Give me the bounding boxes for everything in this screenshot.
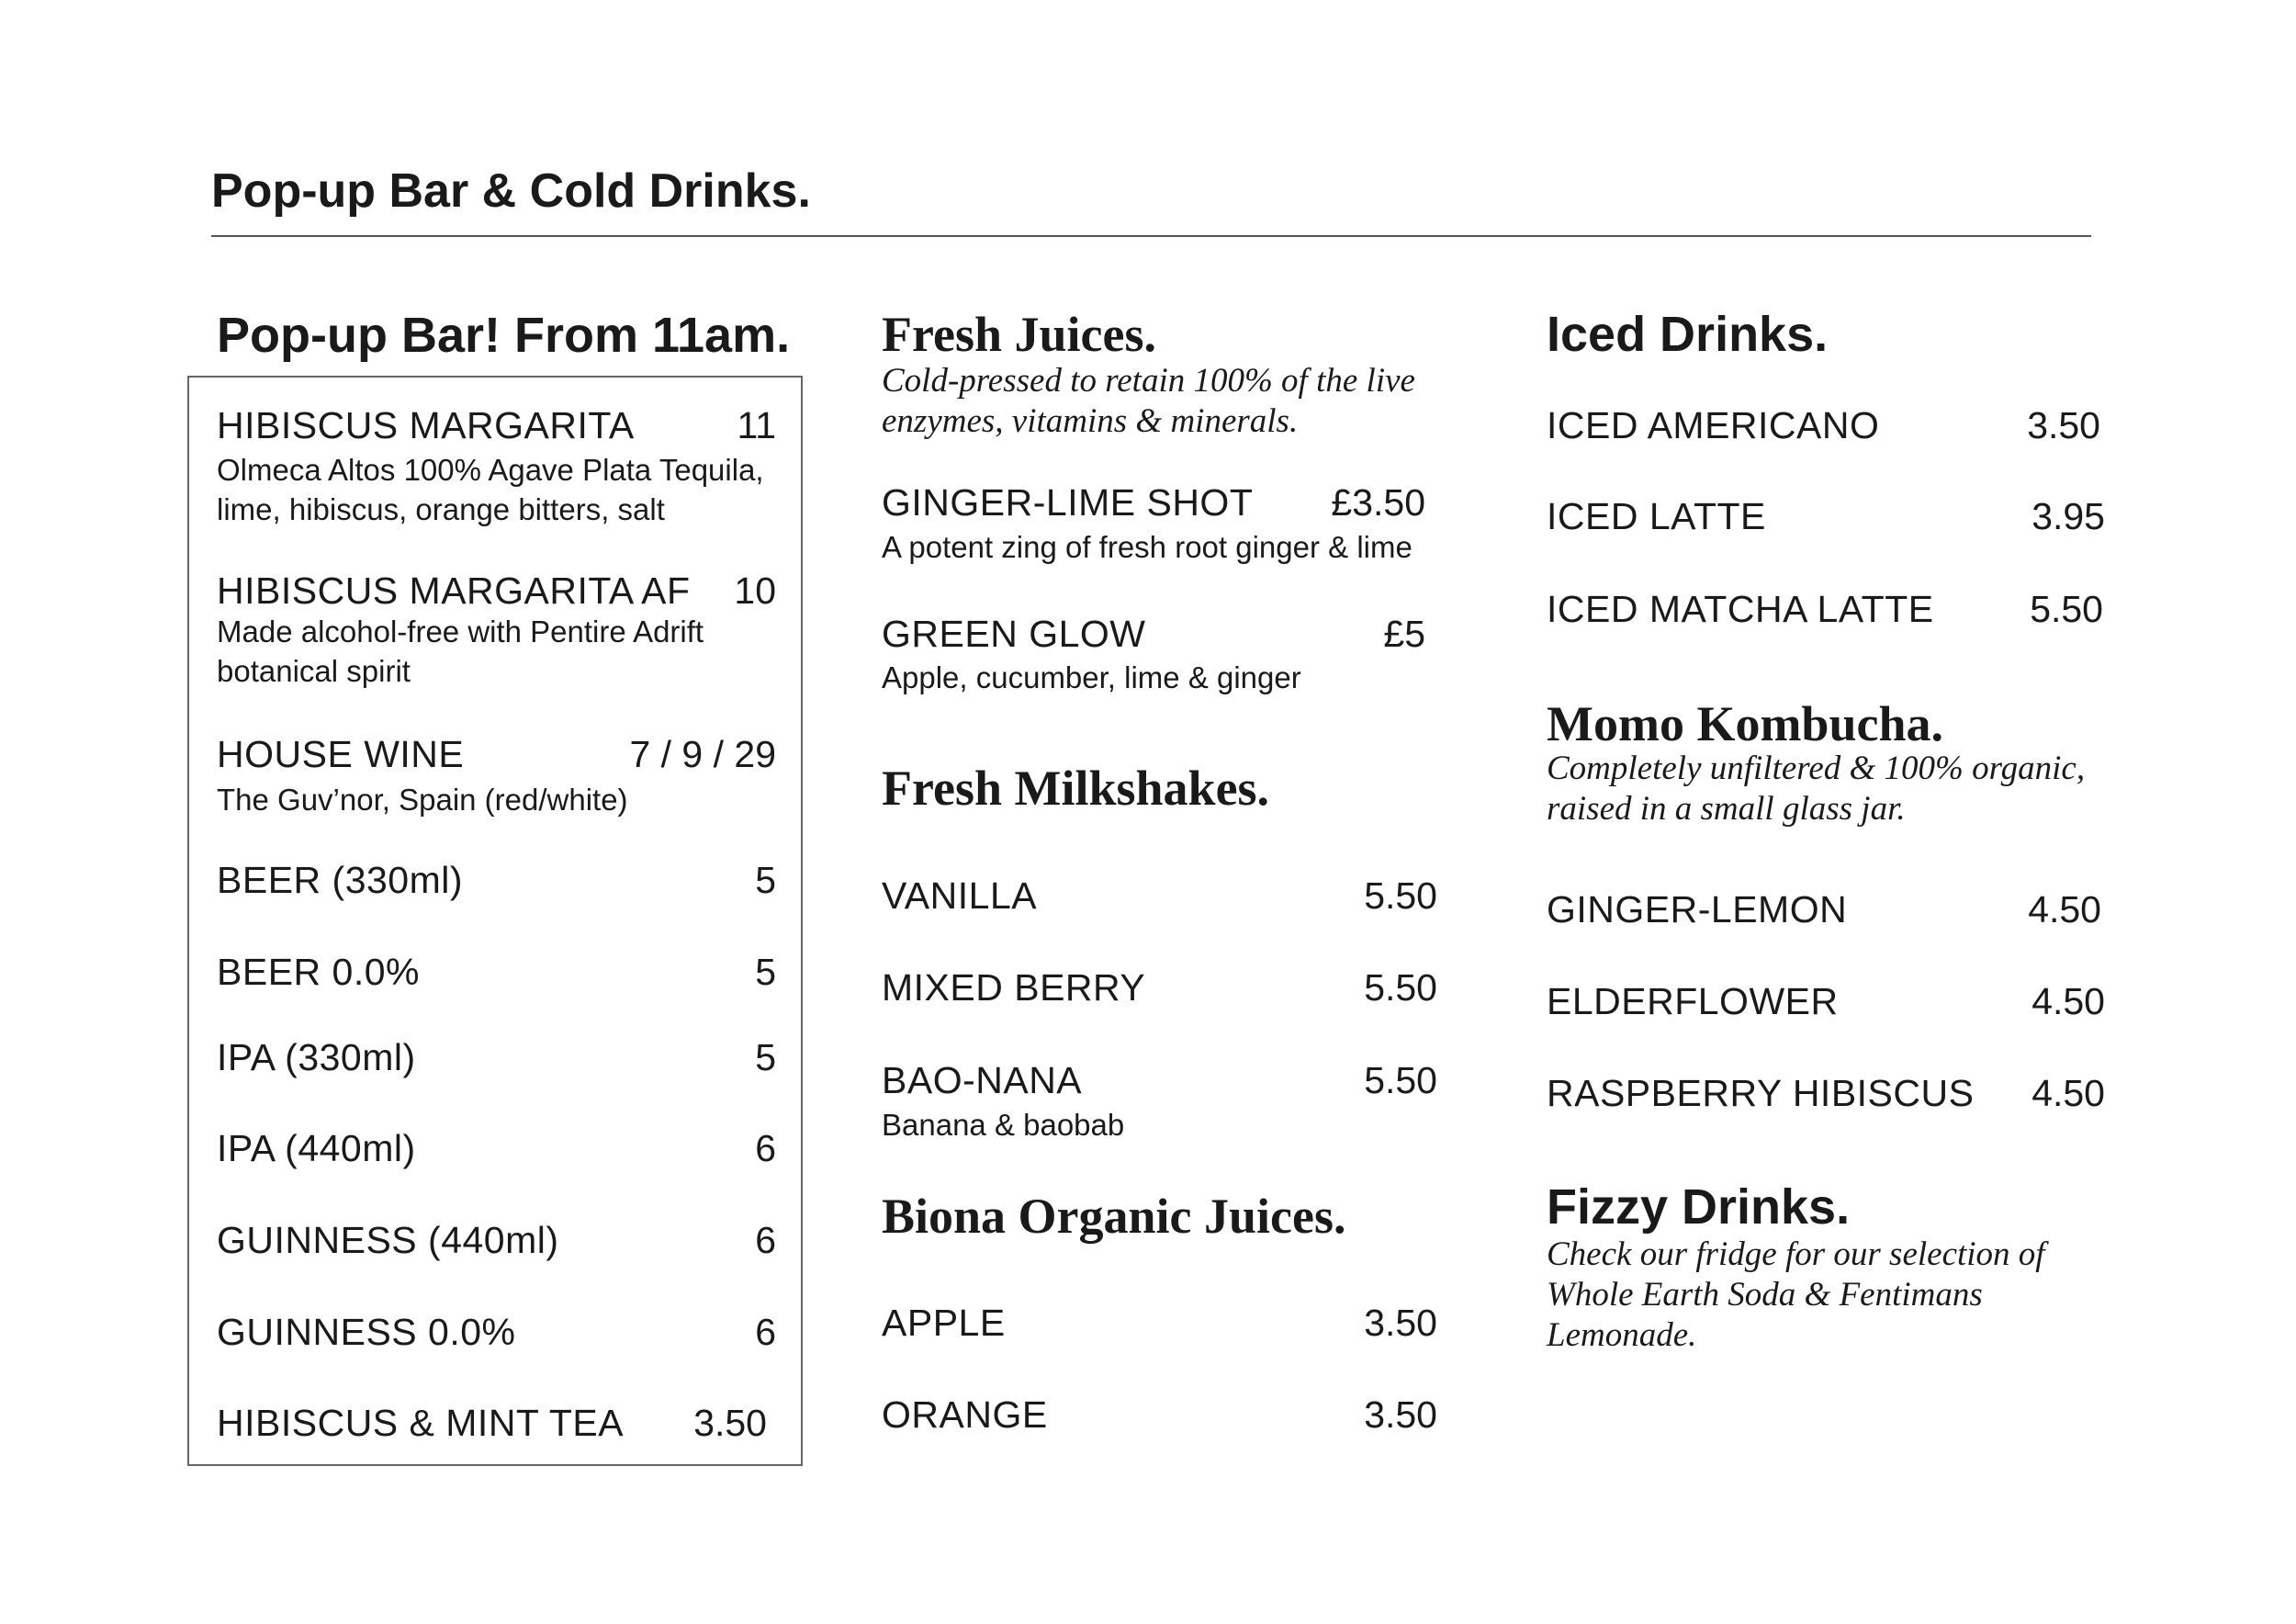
item-price: 5 bbox=[755, 859, 776, 901]
item-description: Made alcohol-free with Pentire Adrift botanical spirit bbox=[217, 615, 704, 688]
fresh-juices-intro: Cold-pressed to retain 100% of the live enzymes, vitamins & minerals. bbox=[882, 362, 1415, 440]
fresh-juices-heading: Fresh Juices. bbox=[882, 307, 1156, 362]
item-name: ICED AMERICANO bbox=[1547, 404, 1880, 446]
item-description: Apple, cucumber, lime & ginger bbox=[882, 660, 1301, 694]
item-name: HIBISCUS MARGARITA AF bbox=[217, 570, 691, 612]
item-price: £3.50 bbox=[1331, 481, 1425, 524]
item-name: GUINNESS 0.0% bbox=[217, 1311, 516, 1353]
item-name: GINGER-LEMON bbox=[1547, 888, 1848, 930]
iced-drinks-heading: Iced Drinks. bbox=[1547, 307, 1829, 362]
item-description: A potent zing of fresh root ginger & lime bbox=[882, 530, 1412, 564]
item-price: 4.50 bbox=[2032, 1072, 2105, 1114]
fizzy-drinks-heading: Fizzy Drinks. bbox=[1547, 1179, 1851, 1235]
item-name: RASPBERRY HIBISCUS bbox=[1547, 1072, 1975, 1114]
item-name: BEER (330ml) bbox=[217, 859, 464, 901]
kombucha-heading: Momo Kombucha. bbox=[1547, 696, 1943, 751]
item-name: HOUSE WINE bbox=[217, 733, 465, 775]
item-price: 3.95 bbox=[2032, 495, 2105, 537]
item-name: GINGER-LIME SHOT bbox=[882, 481, 1254, 524]
biona-heading: Biona Organic Juices. bbox=[882, 1189, 1346, 1244]
item-price: 4.50 bbox=[2028, 888, 2101, 930]
item-name: APPLE bbox=[882, 1302, 1006, 1344]
item-price: 6 bbox=[755, 1311, 776, 1353]
item-price: 6 bbox=[755, 1219, 776, 1261]
item-name: ELDERFLOWER bbox=[1547, 980, 1839, 1022]
popup-bar-box bbox=[187, 376, 803, 1466]
item-price: 4.50 bbox=[2032, 980, 2105, 1022]
item-name: ICED MATCHA LATTE bbox=[1547, 588, 1934, 630]
milkshakes-heading: Fresh Milkshakes. bbox=[882, 761, 1270, 816]
item-price: 3.50 bbox=[1364, 1302, 1437, 1344]
item-price: 5 bbox=[755, 951, 776, 993]
item-price: 3.50 bbox=[1364, 1393, 1437, 1436]
item-price: 5.50 bbox=[1364, 1059, 1437, 1101]
item-description: Banana & baobab bbox=[882, 1108, 1125, 1142]
item-name: HIBISCUS MARGARITA bbox=[217, 404, 635, 446]
item-name: IPA (440ml) bbox=[217, 1127, 416, 1169]
item-price: 3.50 bbox=[2027, 404, 2100, 446]
title-divider bbox=[211, 235, 2091, 237]
kombucha-intro: Completely unfiltered & 100% organic, raised in a small glass jar. bbox=[1547, 750, 2086, 828]
item-price: 5.50 bbox=[1364, 874, 1437, 917]
item-price: 5.50 bbox=[1364, 966, 1437, 1009]
item-name: VANILLA bbox=[882, 874, 1038, 917]
item-price: 5 bbox=[755, 1036, 776, 1078]
item-description: Olmeca Altos 100% Agave Plata Tequila, lime, hibiscus, orange bitters, salt bbox=[217, 453, 764, 526]
page-title: Pop-up Bar & Cold Drinks. bbox=[211, 164, 811, 218]
item-name: BEER 0.0% bbox=[217, 951, 420, 993]
item-name: IPA (330ml) bbox=[217, 1036, 416, 1078]
item-description: The Guv’nor, Spain (red/white) bbox=[217, 783, 628, 817]
item-price: 10 bbox=[734, 570, 776, 612]
item-price: 11 bbox=[737, 404, 776, 446]
item-name: GREEN GLOW bbox=[882, 613, 1146, 655]
item-name: ORANGE bbox=[882, 1393, 1048, 1436]
fizzy-drinks-intro: Check our fridge for our selection of Whole Earth Soda & Fentimans Lemonade. bbox=[1547, 1235, 2045, 1354]
item-price: 7 / 9 / 29 bbox=[629, 733, 776, 775]
item-price: 3.50 bbox=[693, 1402, 767, 1444]
item-name: HIBISCUS & MINT TEA bbox=[217, 1402, 625, 1444]
item-price: 6 bbox=[755, 1127, 776, 1169]
item-price: 5.50 bbox=[2030, 588, 2103, 630]
item-price: £5 bbox=[1383, 613, 1425, 655]
item-name: GUINNESS (440ml) bbox=[217, 1219, 559, 1261]
item-name: BAO-NANA bbox=[882, 1059, 1083, 1101]
popup-bar-heading: Pop-up Bar! From 11am. bbox=[217, 308, 791, 363]
item-name: ICED LATTE bbox=[1547, 495, 1766, 537]
item-name: MIXED BERRY bbox=[882, 966, 1146, 1009]
